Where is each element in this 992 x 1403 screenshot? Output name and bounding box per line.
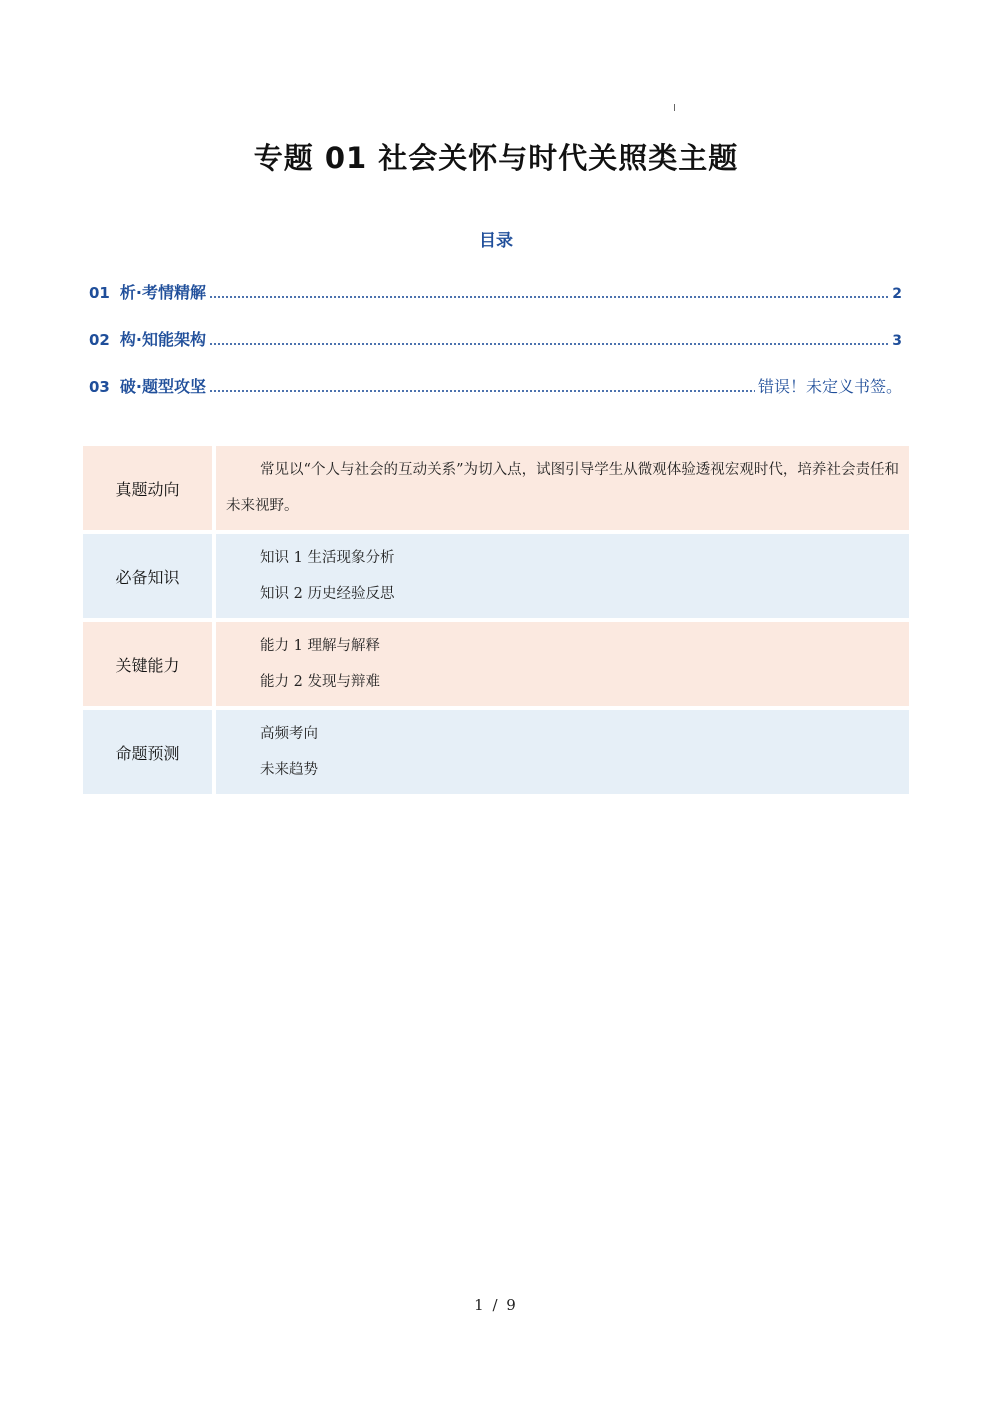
page-number: 1 / 9 xyxy=(474,1296,518,1314)
row-label: 关键能力 xyxy=(83,622,212,706)
row-content xyxy=(216,622,909,706)
toc-entry-label: 析·考情精解 xyxy=(119,283,206,302)
overview-table xyxy=(83,446,909,798)
toc-entry-number: 02 xyxy=(89,331,110,349)
row-content xyxy=(216,446,909,530)
table-row-key-abilities xyxy=(83,622,909,706)
row-text: 未来趋势 xyxy=(260,762,318,778)
row-label: 真题动向 xyxy=(83,446,212,530)
toc-entry-02[interactable] xyxy=(89,327,902,351)
toc-heading: 目录 xyxy=(479,231,513,251)
toc-entry-page: 2 xyxy=(892,286,902,302)
toc-entry-number: 03 xyxy=(89,378,110,396)
row-content xyxy=(216,534,909,618)
row-content xyxy=(216,710,909,794)
table-row-prediction xyxy=(83,710,909,794)
row-text: 能力 1 理解与解释 xyxy=(260,638,380,654)
toc-entry-01[interactable] xyxy=(89,280,902,304)
row-text: 常见以“个人与社会的互动关系”为切入点，试图引导学生从微观体验透视宏观时代，培养社会责任和未来视野。 xyxy=(226,462,899,514)
table-row-essential-knowledge xyxy=(83,534,909,618)
row-label: 必备知识 xyxy=(83,534,212,618)
toc-entry-03[interactable] xyxy=(89,374,902,398)
toc-leader-dots xyxy=(209,343,889,345)
page-title: 专题 01 社会关怀与时代关照类主题 xyxy=(253,141,739,175)
toc-entry-number: 01 xyxy=(89,284,110,302)
row-text: 高频考向 xyxy=(260,726,318,742)
row-label: 命题预测 xyxy=(83,710,212,794)
toc-leader-dots xyxy=(209,390,755,392)
toc-leader-dots xyxy=(209,296,889,298)
row-text: 知识 2 历史经验反思 xyxy=(260,586,395,602)
toc-entry-label: 破·题型攻坚 xyxy=(119,377,206,396)
toc-entry-page: 3 xyxy=(892,333,902,349)
row-text: 能力 2 发现与辩难 xyxy=(260,674,380,690)
header-mark xyxy=(674,104,675,111)
toc-entry-label: 构·知能架构 xyxy=(119,330,206,349)
row-text: 知识 1 生活现象分析 xyxy=(260,550,395,566)
toc-entry-page: 错误！未定义书签。 xyxy=(757,377,902,396)
table-row-exam-trends xyxy=(83,446,909,530)
